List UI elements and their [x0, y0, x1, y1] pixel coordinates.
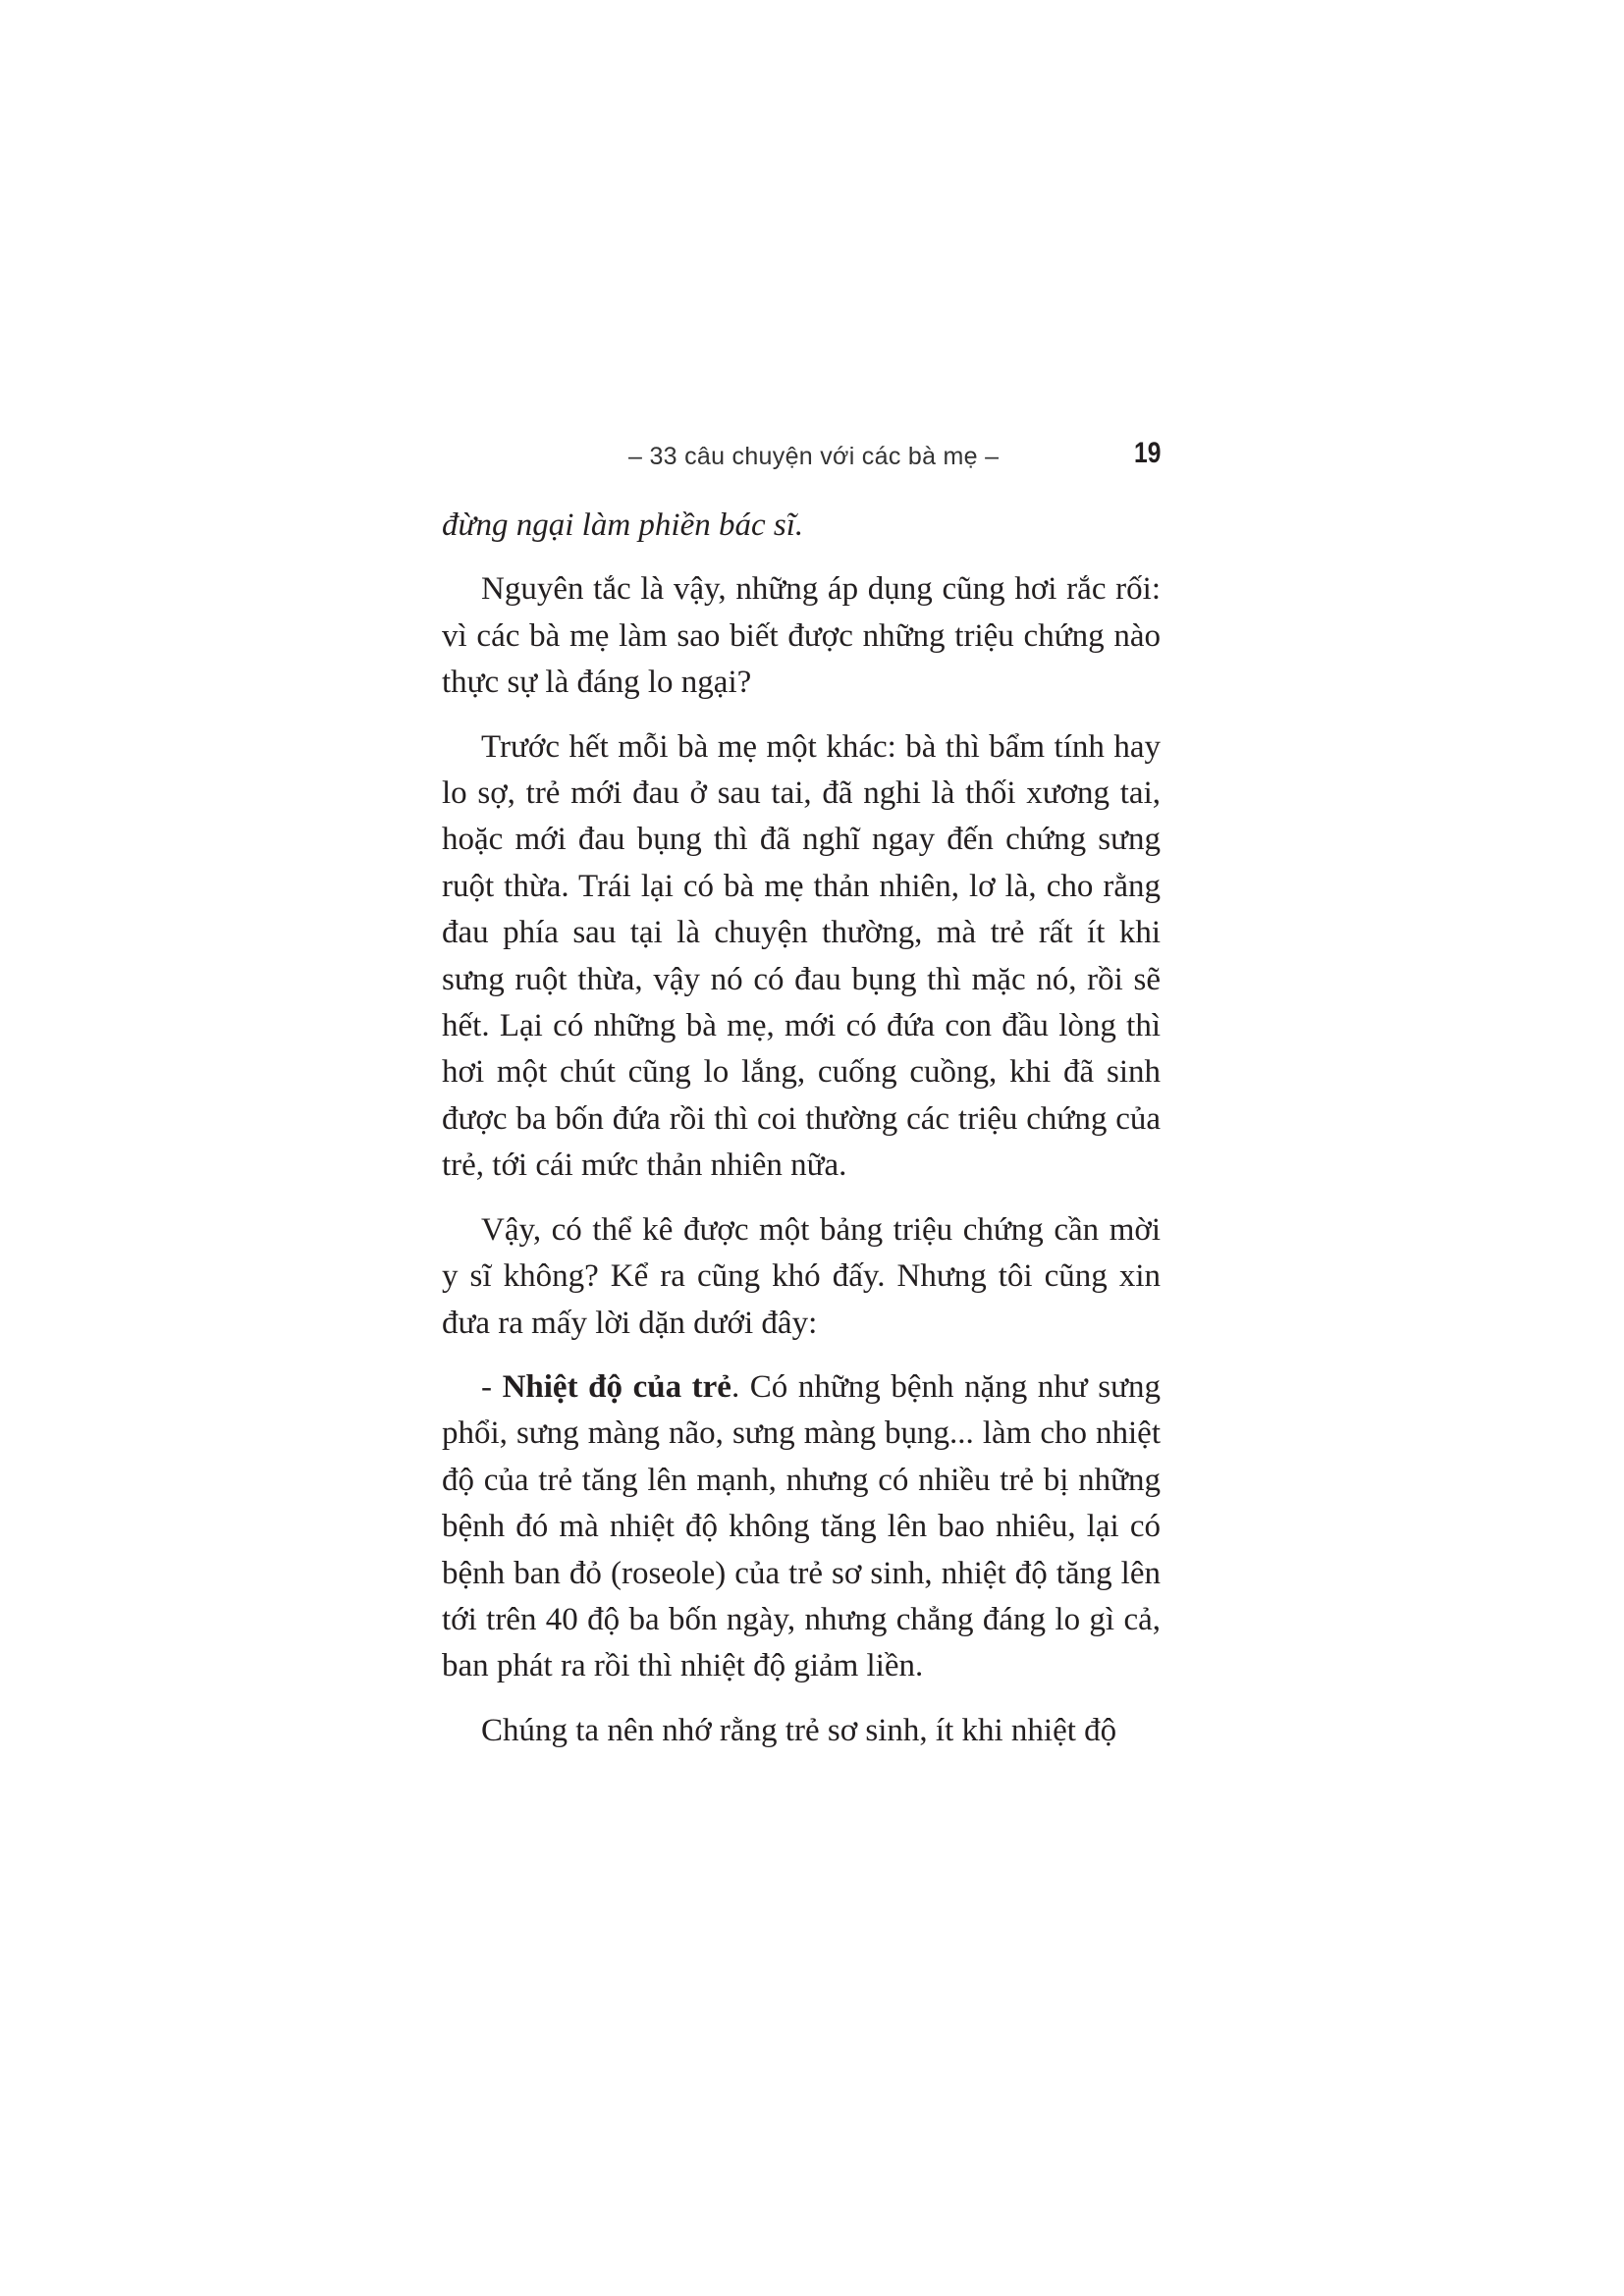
running-header	[442, 439, 1161, 482]
bold-term: Nhiệt độ của trẻ	[502, 1368, 731, 1405]
page-number: 19	[1133, 437, 1161, 469]
paragraph: Trước hết mỗi bà mẹ một khác: bà thì bẩm tính hay lo sợ, trẻ mới đau ở sau tai, đã nghi là thối xương tai, hoặc mới đau bụng thì đã nghĩ ngay đến chứng sưng ruột thừa. Trái lại có bà mẹ thản nhiên, lơ là, cho rằng đau phía sau tại là chuyện thường, mà trẻ rất ít khi sưng ruột thừa, vậy nó có đau bụng thì mặc nó, rồi sẽ hết. Lại có những bà mẹ, mới có đứa con đầu lòng thì hơi một chút cũng lo lắng, cuống cuồng, khi đã sinh được ba bốn đứa rồi thì coi thường các triệu chứng của trẻ, tới cái mức thản nhiên nữa.	[442, 728, 1161, 1184]
list-item-text: . Có những bệnh nặng như sưng phổi, sưng màng não, sưng màng bụng... làm cho nhiệt độ của trẻ tăng lên mạnh, nhưng có nhiều trẻ bị những bệnh đó mà nhiệt độ không tăng lên bao nhiêu, lại có bệnh ban đỏ (roseole) của trẻ sơ sinh, nhiệt độ tăng lên tới trên 40 độ ba bốn ngày, nhưng chẳng đáng lo gì cả, ban phát ra rồi thì nhiệt độ giảm liền.	[442, 1368, 1161, 1684]
running-title: – 33 câu chuyện với các bà mẹ –	[628, 443, 1000, 470]
paragraph: Chúng ta nên nhớ rằng trẻ sơ sinh, ít khi nhiệt độ	[481, 1712, 1117, 1748]
paragraph: Vậy, có thể kê được một bảng triệu chứng cần mời y sĩ không? Kể ra cũng khó đấy. Nhưng tôi cũng xin đưa ra mấy lời dặn dưới đây:	[442, 1211, 1161, 1341]
list-dash: -	[481, 1368, 503, 1405]
paragraph-list-item	[442, 1364, 1161, 1690]
paragraph-continuation: đừng ngại làm phiền bác sĩ.	[442, 507, 804, 543]
paragraph: Nguyên tắc là vậy, những áp dụng cũng hơi rắc rối: vì các bà mẹ làm sao biết được những triệu chứng nào thực sự là đáng lo ngại?	[442, 571, 1161, 701]
body-text	[442, 503, 1161, 1772]
